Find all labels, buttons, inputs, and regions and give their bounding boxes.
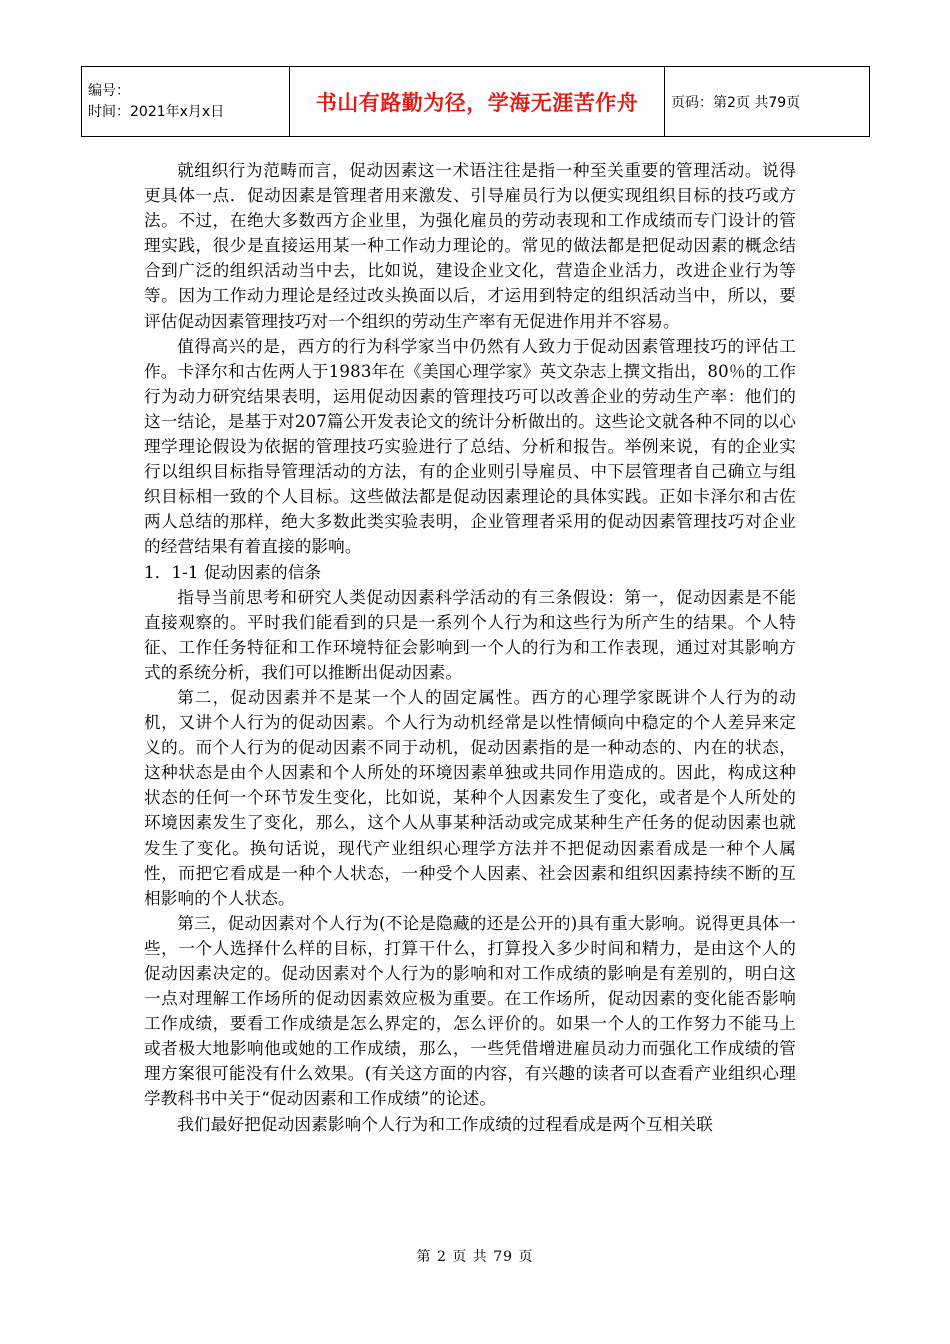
paragraph: 第三，促动因素对个人行为(不论是隐藏的还是公开的)具有重大影响。说得更具体一些，一个人选择什么样的目标，打算干什么，打算投入多少时间和精力，是由这个人的促动因素决定的。促动因素对个人行为的影响和对工作成绩的影响是有差别的，明白这一点对理解工作场所的促动因素效应极为重要。在工作场所，促动因素的变化能否影响工作成绩，要看工作成绩是怎么界定的，怎么评价的。如果一个人的工作努力不能马上或者极大地影响他或她的工作成绩，那么，一些凭借增进雇员动力而强化工作成绩的管理方案很可能没有什么效果。(有关这方面的内容，有兴趣的读者可以查看产业组织心理学教科书中关于“促动因素和工作成绩”的论述。 [144, 913, 796, 1109]
header-motto: 书山有路勤为径，学海无涯苦作舟 [290, 67, 665, 137]
document-time-label: 时间：2021年x月x日 [88, 103, 225, 120]
paragraph: 值得高兴的是，西方的行为科学家当中仍然有人致力于促动因素管理技巧的评估工作。卡泽尔和古佐两人于1983年在《美国心理学家》英文杂志上撰文指出，80％的工作行为动力研究结果表明，运用促动因素的管理技巧可以改善企业的劳动生产率：他们的这一结论，是基于对207篇公开发表论文的统计分析做出的。这些论文就各种不同的以心理学理论假设为依据的管理技巧实验进行了总结、分析和报告。举例来说，有的企业实行以组织目标指导管理活动的方法，有的企业则引导雇员、中下层管理者自己确立与组织目标相一致的个人目标。这些做法都是促动因素理论的具体实践。正如卡泽尔和古佐两人总结的那样，绝大多数此类实验表明，企业管理者采用的促动因素管理技巧对企业的经营结果有着直接的影响。 [144, 336, 796, 557]
document-body [144, 158, 796, 1137]
header-page-label: 页码：第2页 共79页 [665, 67, 870, 137]
paragraph: 我们最好把促动因素影响个人行为和工作成绩的过程看成是两个互相关联 [177, 1114, 713, 1134]
paragraph: 就组织行为范畴而言，促动因素这一术语注往是指一种至关重要的管理活动。说得更具体一点．促动因素是管理者用来激发、引导雇员行为以便实现组织目标的技巧或方法。不过，在绝大多数西方企业里，为强化雇员的劳动表现和工作成绩而专门设计的管理实践，很少是直接运用某一种工作动力理论的。常见的做法都是把促动因素的概念结合到广泛的组织活动当中去，比如说，建设企业文化，营造企业活力，改进企业行为等等。因为工作动力理论是经过改头换面以后，才运用到特定的组织活动当中，所以，要评估促动因素管理技巧对一个组织的劳动生产率有无促进作用并不容易。 [144, 161, 796, 331]
page-footer: 第 2 页 共 79 页 [416, 1249, 534, 1265]
section-heading: 1．1-1 促动因素的信条 [144, 562, 322, 582]
document-number-label: 编号： [88, 82, 130, 99]
header-info-cell [82, 67, 290, 137]
page-header [81, 66, 870, 137]
paragraph: 第二，促动因素并不是某一个人的固定属性。西方的心理学家既讲个人行为的动机，又讲个人行为的促动因素。个人行为动机经常是以性情倾向中稳定的个人差异来定义的。而个人行为的促动因素不同于动机，促动因素指的是一种动态的、内在的状态，这种状态是由个人因素和个人所处的环境因素单独或共同作用造成的。因此，构成这种状态的任何一个环节发生变化，比如说，某种个人因素发生了变化，或者是个人所处的环境因素发生了变化，那么，这个人从事某种活动或完成某种生产任务的促动因素也就发生了变化。换句话说，现代产业组织心理学方法并不把促动因素看成是一种个人属性，而把它看成是一种个人状态，一种受个人因素、社会因素和组织因素持续不断的互相影响的个人状态。 [144, 687, 796, 908]
paragraph: 指导当前思考和研究人类促动因素科学活动的有三条假设：第一，促动因素是不能直接观察的。平时我们能看到的只是一系列个人行为和这些行为所产生的结果。个人特征、工作任务特征和工作环境特征会影响到一个人的行为和工作表现，通过对其影响方式的系统分析，我们可以推断出促动因素。 [144, 587, 796, 682]
